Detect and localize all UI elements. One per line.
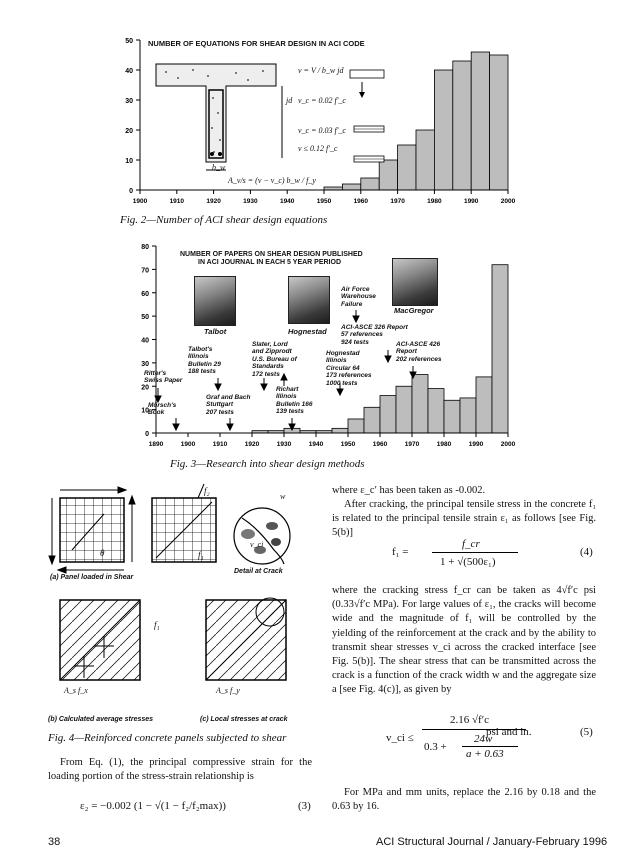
label-aci426: ACI-ASCE 426 Report 202 references <box>396 341 442 363</box>
portrait-label-hognestad: Hognestad <box>288 327 327 336</box>
equation-5-units: psi and in. <box>486 726 532 738</box>
equation-3-number: (3) <box>298 800 311 812</box>
fig2-bar <box>361 178 379 190</box>
equation-4-numerator: f_cr <box>462 538 480 550</box>
fig2-x-tick-label: 1910 <box>169 198 185 205</box>
fig2-x-tick-label: 1950 <box>316 198 332 205</box>
fig3-y-tick-label: 70 <box>141 267 149 275</box>
figure-4 <box>48 478 318 728</box>
fig3-title-line1: NUMBER OF PAPERS ON SHEAR DESIGN PUBLISHED <box>180 251 363 258</box>
fig3-x-tick-label: 1960 <box>372 441 388 448</box>
fig4-drawing <box>48 478 318 728</box>
portrait-label-talbot: Talbot <box>204 327 227 336</box>
fig4-subcaption-b: (b) Calculated average stresses <box>48 716 154 723</box>
fig3-y-tick-label: 20 <box>141 384 149 392</box>
fig4-caption: Fig. 4—Reinforced concrete panels subjected to shear <box>48 732 287 744</box>
label-aci326: ACI-ASCE 326 Report 57 references 924 tests <box>341 324 408 346</box>
fig3-y-tick-label: 30 <box>141 360 149 368</box>
fig4-subcaption-c: (c) Local stresses at crack <box>200 716 288 723</box>
portrait-label-macgregor: MacGregor <box>394 306 434 315</box>
figure-2 <box>120 28 520 218</box>
label-richart: Richart Illinois Bulletin 166 139 tests <box>276 386 313 416</box>
fig2-x-tick-label: 1930 <box>243 198 258 205</box>
fig4-asfy-label: A_s f_y <box>216 686 240 695</box>
equation-3: ε₂ = −0.002 (1 − √(1 − f₂/f₂max)) <box>80 800 226 812</box>
label-talbot-illinois: Talbot's Illinois Bulletin 29 188 tests <box>188 346 221 376</box>
fig3-y-tick-label: 10 <box>141 407 149 415</box>
fig2-y-tick-label: 10 <box>125 158 133 165</box>
fig4-f1b-label: f₁ <box>154 620 160 630</box>
fig2-title: NUMBER OF EQUATIONS FOR SHEAR DESIGN IN ACI CODE <box>148 39 365 48</box>
label-airforce: Air Force Warehouse Failure <box>341 286 376 308</box>
fig2-bar <box>471 52 489 190</box>
fig3-x-tick-label: 2000 <box>500 441 516 448</box>
equation-4-lhs: f₁ = <box>392 546 409 558</box>
fig2-x-tick-label: 1970 <box>390 198 405 205</box>
fig3-x-tick-label: 1910 <box>212 441 228 448</box>
fig2-bar <box>434 70 452 190</box>
fig3-y-tick-label: 50 <box>141 314 149 322</box>
fig3-x-tick-label: 1940 <box>308 441 324 448</box>
fig2-y-tick-label: 0 <box>129 188 133 195</box>
label-hognestad-illinois: Hognestad Illinois Circular 64 173 references 1000 tests <box>326 350 372 387</box>
right-paragraph-2: After cracking, the principal tensile stress in the concrete f₁ is related to the principal tensile strain ε₁ as follows [see Fig. 5(b)] <box>332 499 596 539</box>
fig4-f1-label: f₁ <box>198 550 204 560</box>
fig2-caption: Fig. 2—Number of ACI shear design equations <box>120 214 328 226</box>
fig2-bw-label: b_w <box>212 163 226 172</box>
equation-5-inner-bar <box>462 746 518 747</box>
equation-5-numerator: 2.16 √f′c <box>450 714 489 726</box>
fig2-vc2: v_c = 0.03 f'_c <box>298 126 346 135</box>
equation-5-denominator-a: 0.3 + <box>424 741 447 753</box>
label-ritter: Ritter's Swiss Paper <box>144 370 183 385</box>
fig2-av-equation: A_v/s = (v − v_c) b_w / f_y <box>228 176 316 185</box>
label-graf: Graf and Bach Stuttgart 207 tests <box>206 394 251 416</box>
fig2-bar <box>490 55 508 190</box>
fig3-caption: Fig. 3—Research into shear design methods <box>170 458 365 470</box>
fig3-x-tick-label: 1950 <box>340 441 356 448</box>
fig2-y-tick-label: 50 <box>125 38 133 45</box>
fig2-x-tick-label: 1900 <box>132 198 148 205</box>
fig2-x-tick-label: 1980 <box>427 198 442 205</box>
equation-4-fraction-bar <box>432 552 518 553</box>
equation-4-number: (4) <box>580 546 593 558</box>
fig3-y-tick-label: 80 <box>141 244 149 251</box>
fig4-theta-label: θ <box>100 548 105 558</box>
fig4-vci-label: v_ci <box>250 540 264 549</box>
fig3-x-tick-label: 1930 <box>276 441 292 448</box>
fig3-title-line2: IN ACI JOURNAL IN EACH 5 YEAR PERIOD <box>198 259 342 266</box>
fig3-x-tick-label: 1920 <box>244 441 260 448</box>
fig2-beam-diagrams <box>348 58 428 178</box>
fig2-x-tick-label: 1960 <box>353 198 369 205</box>
fig4-asfx-label: A_s f_x <box>64 686 88 695</box>
fig2-v-equation: v = V / b_w jd <box>298 66 344 75</box>
fig4-subcaption-a: (a) Panel loaded in Shear <box>50 574 134 581</box>
left-paragraph-1: From Eq. (1), the principal compressive strain for the loading portion of the stress-strain relationship is <box>48 757 312 783</box>
figure-3 <box>128 238 518 448</box>
fig2-bar <box>342 184 360 190</box>
fig2-y-tick-label: 40 <box>125 68 133 75</box>
right-paragraph-1: where ε_c′ has been taken as -0.002. <box>332 485 486 496</box>
fig2-y-tick-label: 30 <box>125 98 133 105</box>
fig3-x-tick-label: 1980 <box>436 441 452 448</box>
journal-footer: ACI Structural Journal / January-February 1996 <box>376 836 608 848</box>
equation-5-inner-denominator: a + 0.63 <box>466 748 504 760</box>
equation-5-inner-numerator: 24w <box>474 733 493 745</box>
right-paragraph-3: where the cracking stress f_cr can be taken as 4√f′c psi (0.33√f′c MPa). For large values of ε₁, the cracks will become wide and the magnitude of f₁ will be controlled by the yielding of the reinforcement at the crack and by the ability to transmit shear stresses v_ci across the cracked interface [see Fig. 5(b)]. The shear stress that can be transmitted across the crack is a function of the crack width w and the aggregate size a [see Fig. 4(c)], as given by <box>332 585 596 696</box>
equation-5-number: (5) <box>580 726 593 738</box>
fig3-y-tick-label: 60 <box>141 290 149 298</box>
fig2-vc3: v ≤ 0.12 f'_c <box>298 144 338 153</box>
fig3-x-tick-label: 1890 <box>148 441 164 448</box>
label-slater: Slater, Lord and Zipprodt U.S. Bureau of Standards 172 tests <box>252 341 297 378</box>
page-number: 38 <box>48 836 61 848</box>
fig3-x-tick-label: 1900 <box>180 441 196 448</box>
fig3-x-tick-label: 1970 <box>404 441 420 448</box>
label-morsch: Mörsch's Book <box>148 402 177 417</box>
right-paragraph-4: For MPa and mm units, replace the 2.16 by 0.18 and the 0.63 by 16. <box>332 787 596 813</box>
fig4-detail-label: Detail at Crack <box>234 568 283 575</box>
fig4-w-label: w <box>280 492 286 501</box>
fig3-y-tick-label: 40 <box>141 337 149 345</box>
fig2-jd-label: jd <box>286 96 293 105</box>
fig3-y-tick-label: 0 <box>145 431 149 438</box>
equation-5-lhs: v_ci ≤ <box>386 732 414 744</box>
fig2-bar <box>453 61 471 190</box>
fig2-y-tick-label: 20 <box>125 128 133 135</box>
equation-4-denominator: 1 + √(500ε₁) <box>440 556 496 568</box>
fig4-f2-label: f₂ <box>204 486 210 496</box>
fig2-x-tick-label: 2000 <box>500 198 516 205</box>
fig3-arrows <box>128 238 518 448</box>
fig3-x-tick-label: 1990 <box>468 441 484 448</box>
fig2-x-tick-label: 1990 <box>463 198 479 205</box>
fig2-vc1: v_c = 0.02 f'_c <box>298 96 346 105</box>
fig2-x-tick-label: 1940 <box>279 198 295 205</box>
fig2-x-tick-label: 1920 <box>206 198 221 205</box>
